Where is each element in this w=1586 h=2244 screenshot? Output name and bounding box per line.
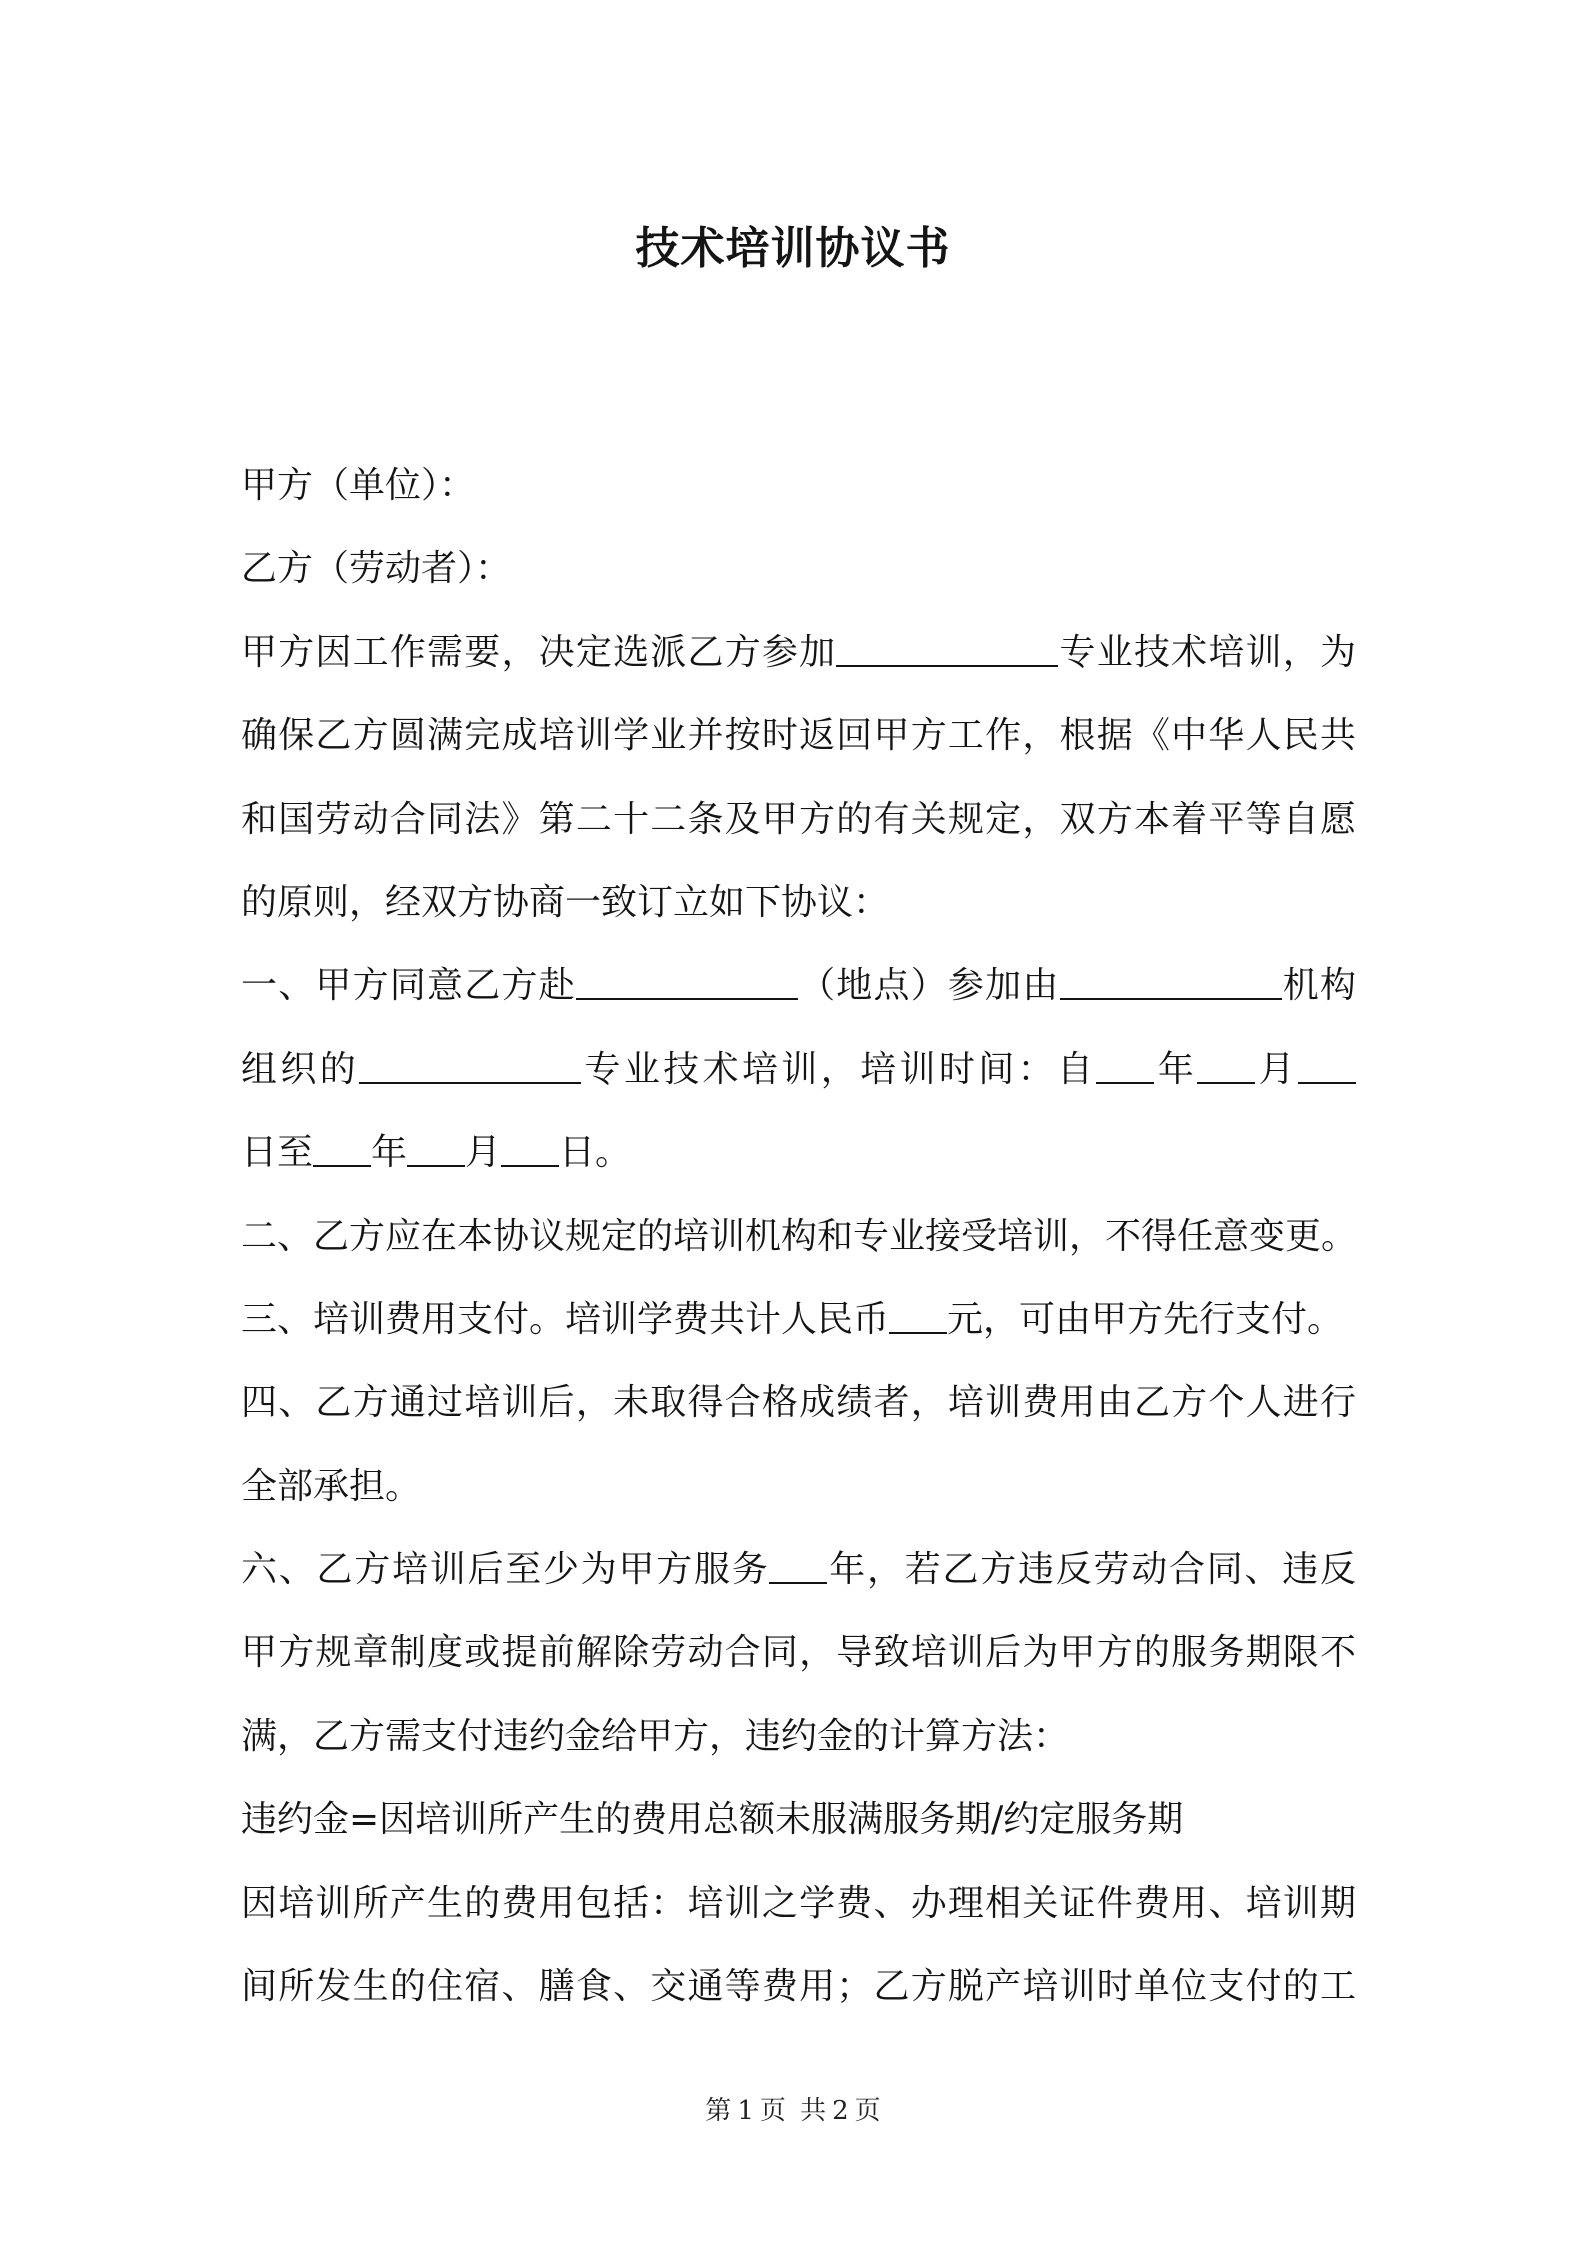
- footer-mid: 页 共: [759, 2096, 827, 2126]
- party-b-line: 乙方（劳动者）：: [241, 548, 512, 590]
- clause-1-line-2: 组织的 专业技术培训，培训时间：自 年 月: [241, 1028, 1356, 1111]
- start-year-blank: [1096, 1042, 1154, 1084]
- clause-4-line-1: 四、乙方通过培训后，未取得合格成绩者，培训费用由乙方个人进行: [241, 1382, 1356, 1424]
- footer-total-pages: 2: [832, 2096, 849, 2126]
- intro-line-1: 甲方因工作需要，决定选派乙方参加 专业技术培训，为: [241, 611, 1356, 694]
- service-years-blank: [769, 1542, 827, 1584]
- footer-page-number: 1: [737, 2096, 754, 2126]
- clause-6-line-2: 甲方规章制度或提前解除劳动合同，导致培训后为甲方的服务期限不: [241, 1632, 1356, 1674]
- penalty-formula-line: 违约金=因培训所产生的费用总额未服满服务期/约定服务期: [241, 1799, 1184, 1841]
- clause-3-line: 三、培训费用支付。培训学费共计人民币 元，可由甲方先行支付。: [241, 1278, 1356, 1361]
- specialty-blank: [359, 1042, 581, 1084]
- costs-line-1: 因培训所产生的费用包括：培训之学费、办理相关证件费用、培训期: [241, 1882, 1356, 1924]
- clause-6-line-3: 满，乙方需支付违约金给甲方，违约金的计算方法：: [241, 1715, 1070, 1757]
- intro-line-3: 和国劳动合同法》第二十二条及甲方的有关规定，双方本着平等自愿: [241, 798, 1356, 840]
- clause-4-line-2: 全部承担。: [241, 1465, 422, 1507]
- footer-prefix: 第: [705, 2096, 732, 2126]
- end-month-blank: [407, 1125, 465, 1167]
- intro-line-4: 的原则，经双方协商一致订立如下协议：: [241, 881, 890, 923]
- location-blank: [576, 958, 798, 1000]
- party-a-line: 甲方（单位）：: [241, 465, 476, 506]
- costs-line-2: 间所发生的住宿、膳食、交通等费用；乙方脱产培训时单位支付的工: [241, 1966, 1356, 2008]
- clause-1-line-1: 一、甲方同意乙方赴 （地点）参加由 机构: [241, 944, 1356, 1027]
- end-year-blank: [313, 1125, 371, 1167]
- clause-2-line: 二、乙方应在本协议规定的培训机构和专业接受培训，不得任意变更。: [241, 1215, 1358, 1257]
- clause-1-line-3: 日至 年 月 日。: [241, 1111, 1356, 1194]
- start-month-blank: [1197, 1042, 1255, 1084]
- document-body: [241, 444, 1356, 2028]
- intro-line-2: 确保乙方圆满完成培训学业并按时返回甲方工作，根据《中华人民共: [241, 715, 1356, 757]
- footer-suffix: 页: [854, 2096, 881, 2126]
- end-day-blank: [501, 1125, 559, 1167]
- document-title: 技术培训协议书: [635, 223, 951, 274]
- fee-amount-blank: [889, 1292, 947, 1334]
- institution-blank: [1060, 958, 1282, 1000]
- page-footer: [0, 2090, 1586, 2127]
- clause-6-line-1: 六、乙方培训后至少为甲方服务 年，若乙方违反劳动合同、违反: [241, 1528, 1356, 1611]
- start-day-blank: [1298, 1042, 1356, 1084]
- training-field-blank: [836, 625, 1058, 667]
